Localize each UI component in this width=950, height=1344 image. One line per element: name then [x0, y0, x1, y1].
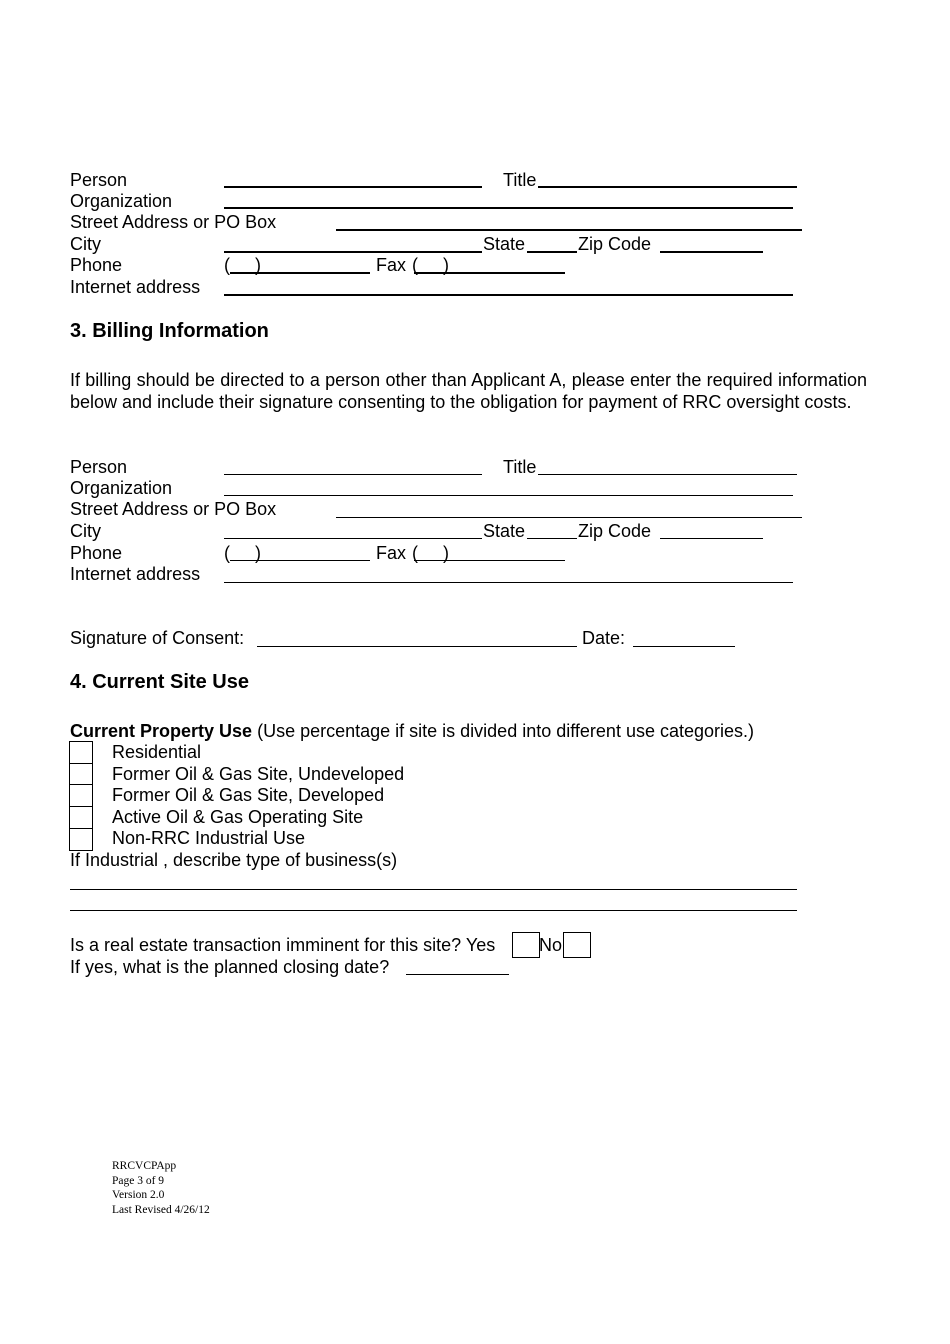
- checkbox-yes[interactable]: [512, 932, 540, 958]
- street-label: Street Address or PO Box: [70, 212, 277, 232]
- billing-organization-field[interactable]: [224, 495, 793, 496]
- billing-heading: 3. Billing Information: [70, 320, 269, 342]
- industrial-prompt: If Industrial , describe type of business(s): [70, 850, 398, 870]
- footer-version: Version 2.0: [112, 1189, 165, 1201]
- phone-field[interactable]: [230, 272, 370, 274]
- billing-organization-label: Organization: [70, 478, 173, 498]
- organization-field[interactable]: [224, 207, 793, 209]
- billing-internet-field[interactable]: [224, 582, 793, 583]
- billing-internet-label: Internet address: [70, 564, 201, 584]
- billing-title-field[interactable]: [538, 474, 797, 475]
- date-label: Date:: [582, 628, 626, 648]
- city-field[interactable]: [224, 251, 482, 253]
- checkbox-non-rrc-industrial[interactable]: [69, 828, 93, 851]
- street-field[interactable]: [336, 229, 802, 231]
- billing-zip-label: Zip Code: [578, 521, 652, 541]
- property-use-line: [70, 720, 754, 742]
- state-field[interactable]: [527, 251, 577, 253]
- billing-paragraph: If billing should be directed to a person other than Applicant A, please enter the required information below and include their signature consenting to the obligation for payment of RRC oversight costs.: [70, 370, 867, 412]
- billing-city-label: City: [70, 521, 101, 541]
- property-use-note: (Use percentage if site is divided into different use categories.): [257, 721, 755, 741]
- option-former-undeveloped: Former Oil & Gas Site, Undeveloped: [112, 764, 405, 784]
- footer-page: Page 3 of 9: [112, 1174, 165, 1187]
- fax-label: Fax: [376, 255, 407, 275]
- closing-date-question: If yes, what is the planned closing date?: [70, 957, 390, 977]
- option-former-developed: Former Oil & Gas Site, Developed: [112, 785, 385, 805]
- billing-person-label: Person: [70, 457, 128, 477]
- billing-zip-field[interactable]: [660, 538, 763, 539]
- billing-state-label: State: [483, 521, 526, 541]
- zip-label: Zip Code: [578, 234, 652, 254]
- billing-title-label: Title: [503, 457, 537, 477]
- person-field[interactable]: [224, 186, 482, 188]
- checkbox-residential[interactable]: [69, 741, 93, 764]
- footer-doc-id: RRCVCPApp: [112, 1160, 177, 1172]
- phone-label: Phone: [70, 255, 123, 275]
- organization-label: Organization: [70, 191, 173, 211]
- no-label: No: [539, 935, 563, 955]
- billing-fax-label: Fax: [376, 543, 407, 563]
- billing-fax-field[interactable]: [414, 560, 565, 561]
- person-label: Person: [70, 170, 128, 190]
- checkbox-former-developed[interactable]: [69, 784, 93, 807]
- checkbox-active-operating[interactable]: [69, 806, 93, 829]
- billing-phone-label: Phone: [70, 543, 123, 563]
- billing-fax-area-code[interactable]: ( ): [412, 543, 449, 563]
- option-residential: Residential: [112, 742, 202, 762]
- closing-date-field[interactable]: [406, 974, 509, 975]
- signature-field[interactable]: [257, 646, 577, 647]
- billing-street-field[interactable]: [336, 517, 802, 518]
- footer: [112, 1159, 210, 1217]
- city-label: City: [70, 234, 101, 254]
- billing-phone-area-code[interactable]: ( ): [224, 543, 261, 563]
- business-description-line-2[interactable]: [70, 910, 797, 911]
- phone-area-code[interactable]: ( ): [224, 255, 261, 275]
- billing-phone-field[interactable]: [230, 560, 370, 561]
- title-label: Title: [503, 170, 537, 190]
- internet-field[interactable]: [224, 294, 793, 296]
- date-field[interactable]: [633, 646, 735, 647]
- billing-street-label: Street Address or PO Box: [70, 499, 277, 519]
- option-non-rrc-industrial: Non-RRC Industrial Use: [112, 828, 306, 848]
- business-description-line-1[interactable]: [70, 889, 797, 890]
- site-use-heading: 4. Current Site Use: [70, 671, 249, 693]
- signature-label: Signature of Consent:: [70, 628, 245, 648]
- option-active-operating: Active Oil & Gas Operating Site: [112, 807, 364, 827]
- footer-revised: Last Revised 4/26/12: [112, 1203, 210, 1216]
- billing-state-field[interactable]: [527, 538, 577, 539]
- checkbox-former-undeveloped[interactable]: [69, 763, 93, 786]
- real-estate-question: Is a real estate transaction imminent for this site? Yes: [70, 935, 496, 955]
- fax-area-code[interactable]: ( ): [412, 255, 449, 275]
- billing-person-field[interactable]: [224, 474, 482, 475]
- billing-city-field[interactable]: [224, 538, 482, 539]
- title-field[interactable]: [538, 186, 797, 188]
- fax-field[interactable]: [414, 272, 565, 274]
- property-use-label: Current Property Use: [70, 721, 253, 741]
- internet-label: Internet address: [70, 277, 201, 297]
- state-label: State: [483, 234, 526, 254]
- zip-field[interactable]: [660, 251, 763, 253]
- checkbox-no[interactable]: [563, 932, 591, 958]
